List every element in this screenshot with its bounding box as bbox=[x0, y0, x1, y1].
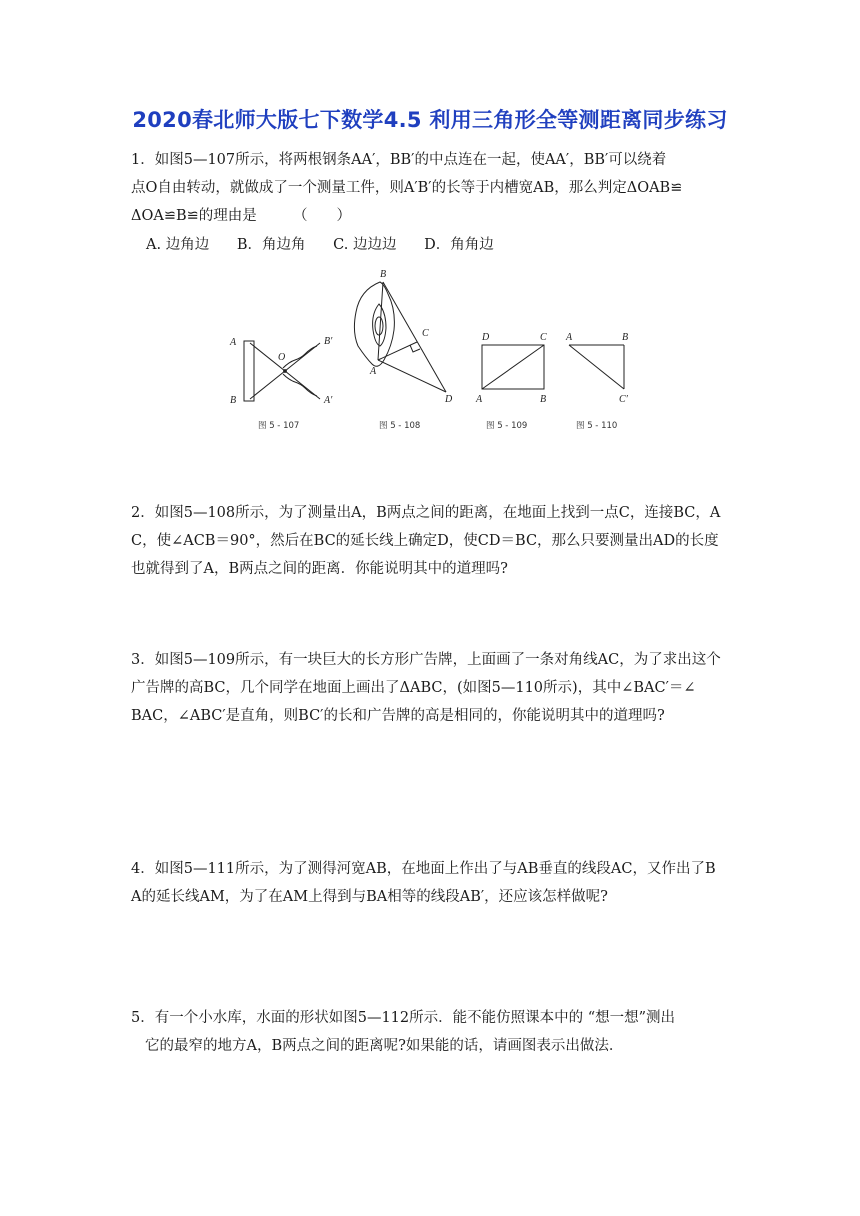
fig109-label-b: B bbox=[540, 394, 547, 405]
diagonal-ac bbox=[482, 345, 544, 389]
right-angle-mark-c bbox=[410, 345, 420, 352]
fig110-caption: 图 5 - 110 bbox=[576, 421, 618, 431]
fig108-label-b: B bbox=[380, 269, 387, 280]
fig107-label-b: B bbox=[230, 395, 237, 406]
fig109-caption: 图 5 - 109 bbox=[486, 421, 528, 431]
question-4-line-2: A的延长线AM，为了在AM上得到与BA相等的线段AB′，还应该怎样做呢? bbox=[131, 889, 608, 905]
fig107-label-ap: A′ bbox=[324, 395, 333, 406]
option-c: C. 边边边 bbox=[333, 237, 397, 253]
question-5-line-2: 它的最窄的地方A，B两点之间的距离呢?如果能的话，请画图表示出做法． bbox=[145, 1038, 624, 1054]
question-1-line-2: 点O自由转动，就做成了一个测量工件，则A′B′的长等于内槽宽AB，那么判定ΔOAB≌ bbox=[131, 180, 683, 196]
question-3-line-2: 广告牌的高BC，几个同学在地面上画出了ΔABC，(如图5—110所示)，其中∠BAC′＝∠ bbox=[131, 680, 696, 696]
option-a: A. 边角边 bbox=[146, 237, 210, 253]
figure-5-107 bbox=[244, 341, 320, 401]
question-1-line-3: ΔOA≌B≌的理由是 （ ） bbox=[131, 208, 352, 224]
question-2 bbox=[131, 499, 731, 583]
segment-ad bbox=[378, 360, 446, 392]
fig109-label-a: A bbox=[476, 394, 483, 405]
question-4 bbox=[131, 855, 731, 911]
fig107-label-o: O bbox=[278, 352, 286, 363]
question-5-line-1: 5．有一个小水库，水面的形状如图5—112所示．能不能仿照课本中的 “想一想”测出 bbox=[131, 1010, 676, 1026]
fig108-label-c: C bbox=[422, 328, 429, 339]
option-d: D．角角边 bbox=[424, 237, 494, 253]
fig110-label-a: A bbox=[566, 332, 573, 343]
question-1 bbox=[131, 146, 731, 230]
figure-5-110 bbox=[569, 345, 624, 389]
fig109-label-c: C bbox=[540, 332, 547, 343]
question-5 bbox=[131, 1004, 731, 1032]
figures-svg bbox=[220, 266, 640, 438]
figure-5-108 bbox=[354, 282, 446, 392]
fig108-label-a: A bbox=[370, 366, 377, 377]
figure-5-109 bbox=[482, 345, 544, 389]
question-2-line-1: 2．如图5—108所示，为了测量出A，B两点之间的距离，在地面上找到一点C，连接BC，A bbox=[131, 505, 721, 521]
fig107-caption: 图 5 - 107 bbox=[258, 421, 300, 431]
fig108-caption: 图 5 - 108 bbox=[379, 421, 421, 431]
page-title: 2020春北师大版七下数学4.5 利用三角形全等测距离同步练习 bbox=[132, 108, 728, 132]
fig108-label-d: D bbox=[445, 394, 453, 405]
question-3-line-3: BAC，∠ABC′是直角，则BC′的长和广告牌的高是相同的，你能说明其中的道理吗? bbox=[131, 708, 665, 724]
slot-bar bbox=[244, 341, 254, 401]
fig107-label-bp: B′ bbox=[324, 336, 333, 347]
pond-outline bbox=[354, 282, 394, 366]
pond-inner-2 bbox=[375, 317, 383, 335]
figure-strip bbox=[220, 266, 640, 438]
fig109-label-d: D bbox=[482, 332, 490, 343]
question-2-line-3: 也就得到了A，B两点之间的距离．你能说明其中的道理吗? bbox=[131, 561, 508, 577]
segment-acp bbox=[569, 345, 624, 389]
fig107-label-a: A bbox=[230, 337, 237, 348]
question-1-line-1: 1．如图5—107所示，将两根钢条AA′，BB′的中点连在一起，使AA′，BB′可以绕着 bbox=[131, 152, 667, 168]
pivot-o bbox=[284, 370, 287, 373]
question-3-line-1: 3．如图5—109所示，有一块巨大的长方形广告牌，上面画了一条对角线AC，为了求出这个 bbox=[131, 652, 721, 668]
question-2-line-2: C，使∠ACB＝90°，然后在BC的延长线上确定D，使CD＝BC，那么只要测量出AD的长度 bbox=[131, 533, 719, 549]
option-b: B．角边角 bbox=[236, 237, 306, 253]
question-4-line-1: 4．如图5—111所示，为了测得河宽AB，在地面上作出了与AB垂直的线段AC，又作出了B bbox=[131, 861, 716, 877]
question-1-options bbox=[146, 233, 494, 257]
fig110-label-cp: C′ bbox=[619, 394, 628, 405]
question-3 bbox=[131, 646, 731, 730]
segment-ac bbox=[378, 342, 417, 360]
fig110-label-b: B bbox=[622, 332, 629, 343]
